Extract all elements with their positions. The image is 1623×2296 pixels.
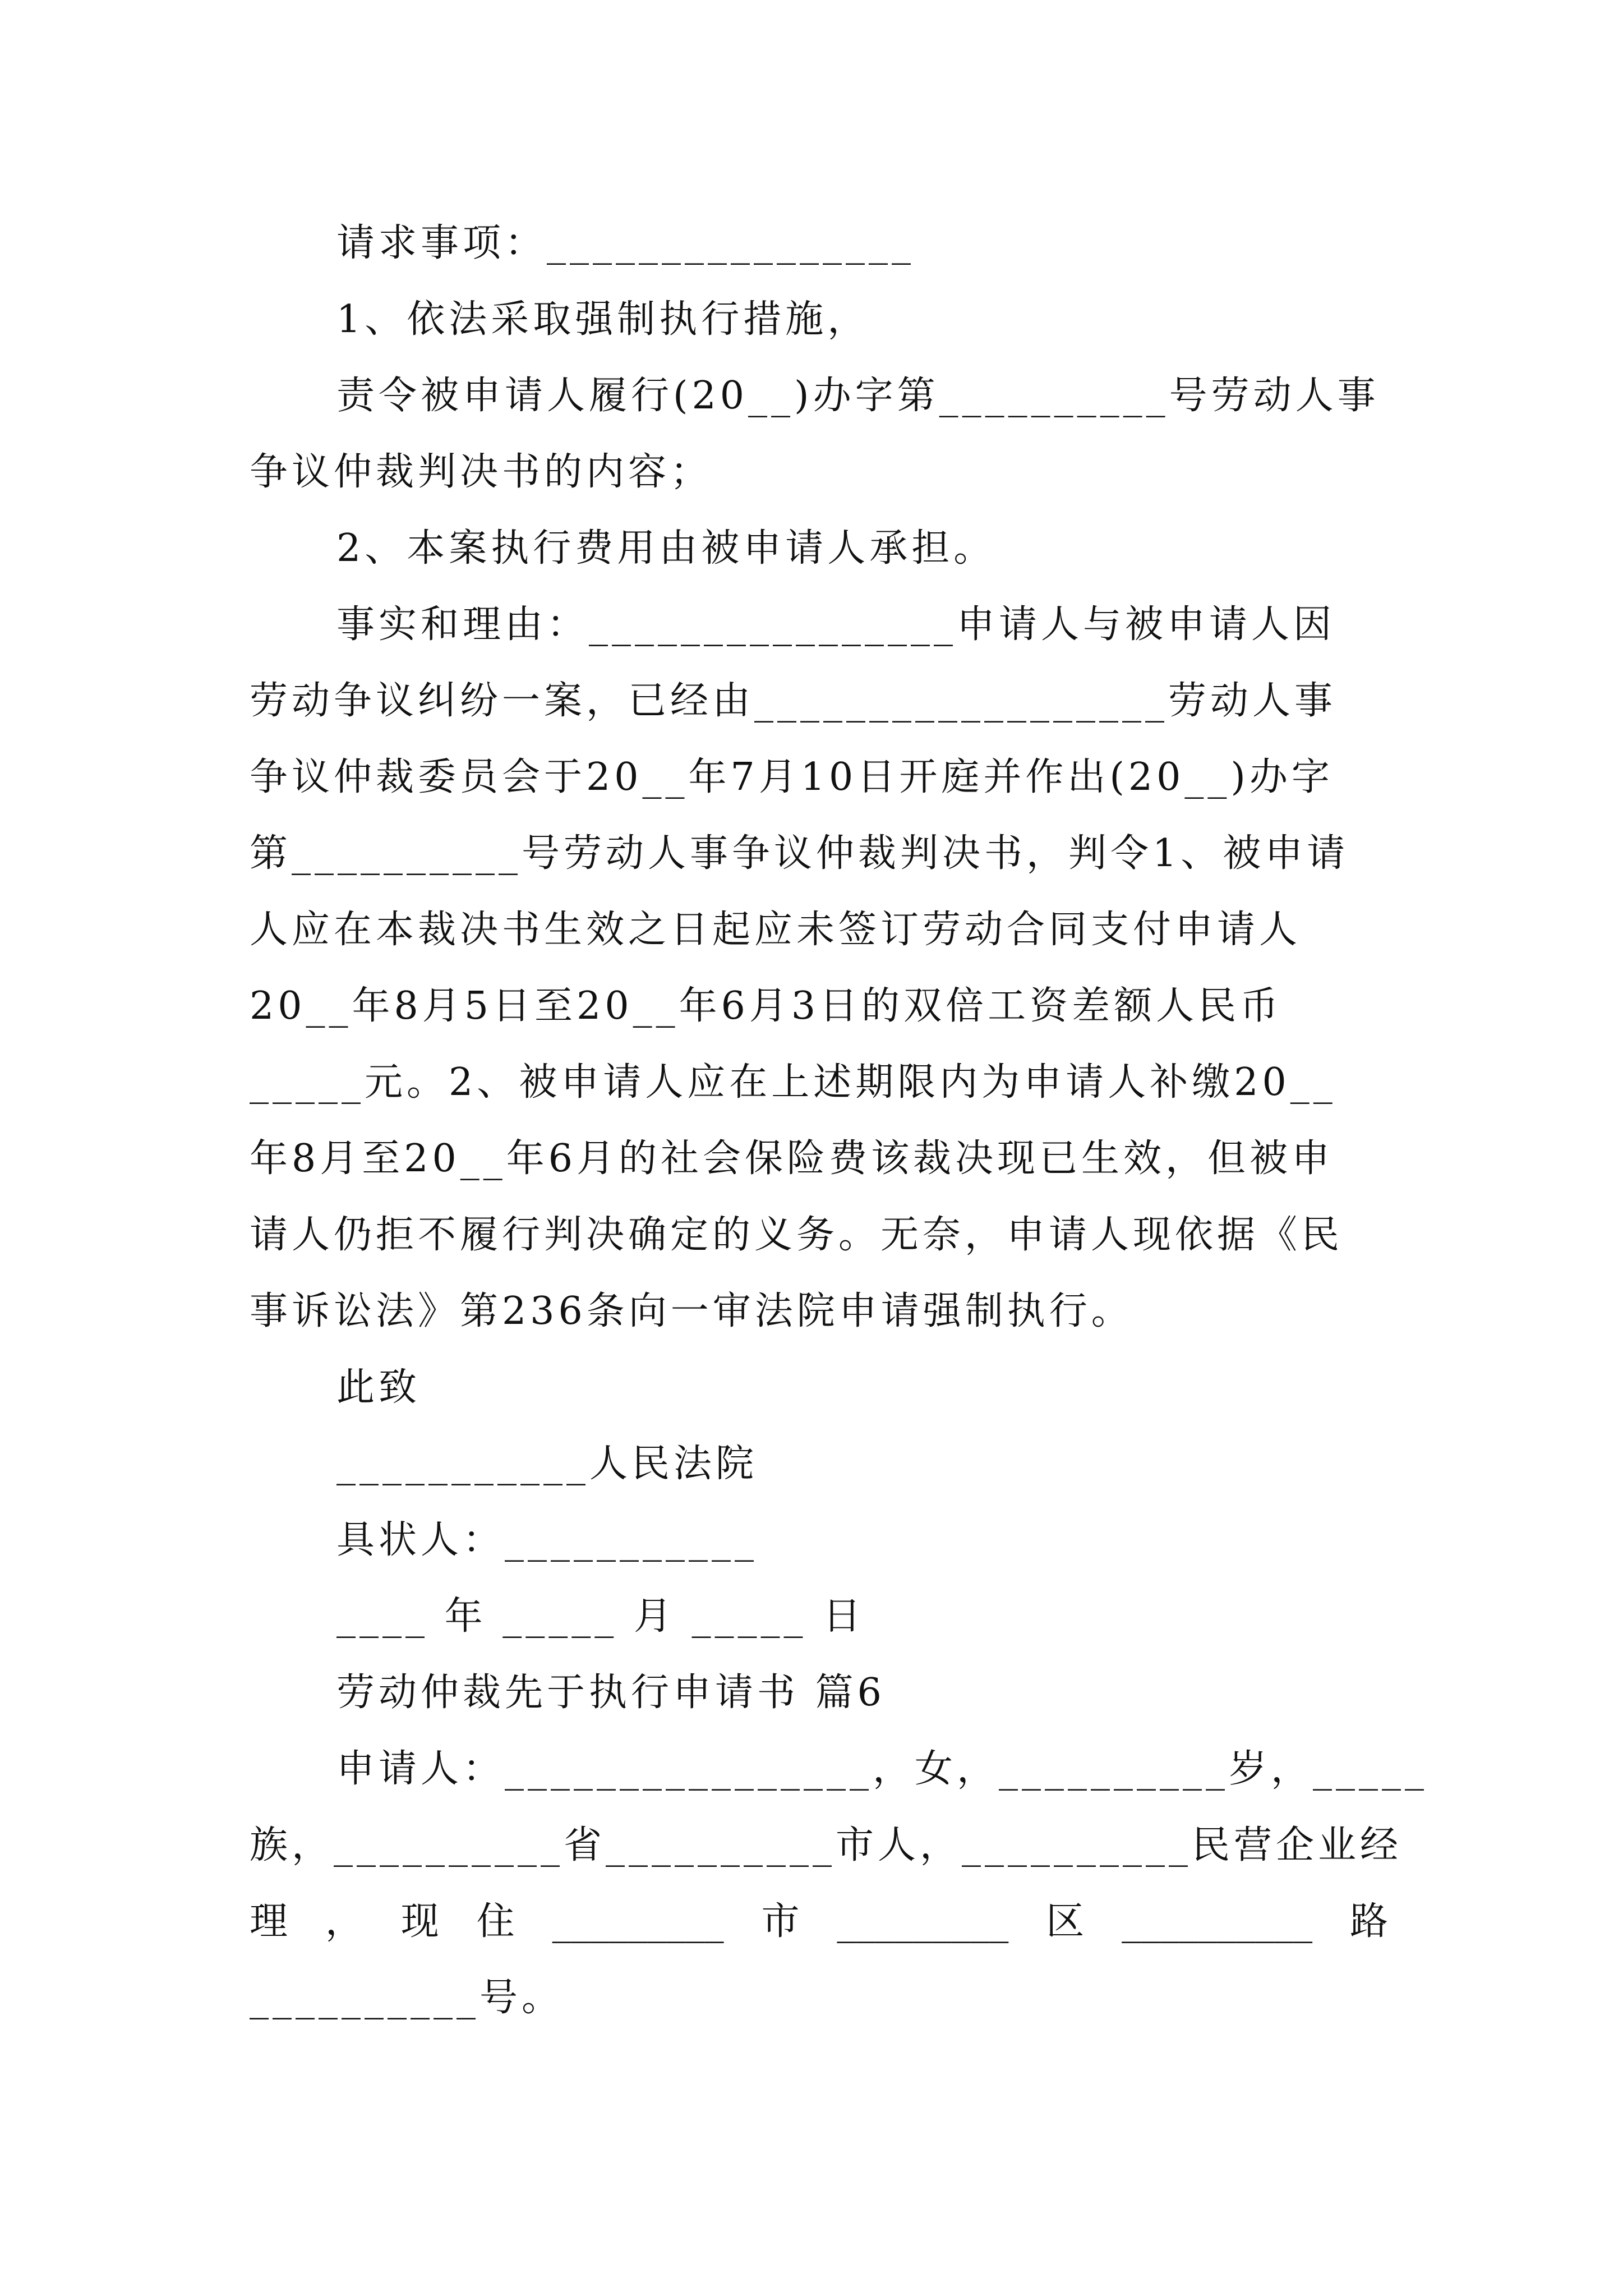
request-item-2: 2、本案执行费用由被申请人承担。	[336, 526, 996, 570]
body-line: 争议仲裁委员会于20__年7月10日开庭并作出(20__)办字	[250, 755, 1334, 799]
body-line: 第__________号劳动人事争议仲裁判决书，判令1、被申请	[250, 831, 1349, 876]
date-line: ____ 年 _____ 月 _____ 日	[336, 1594, 865, 1639]
petitioner-signature-line: 具状人：___________	[336, 1518, 758, 1562]
court-name-line: ___________人民法院	[336, 1442, 758, 1486]
address-word: 住	[476, 1899, 515, 1944]
address-word: 区	[1046, 1899, 1085, 1944]
body-line: 年8月至20__年6月的社会保险费该裁决现已生效，但被申	[250, 1137, 1334, 1181]
request-item-1-detail: 责令被申请人履行(20__)办字第__________号劳动人事	[336, 374, 1380, 418]
body-line: 事诉讼法》第236条向一审法院申请强制执行。	[250, 1289, 1133, 1333]
body-line: _____元。2、被申请人应在上述期限内为申请人补缴20__	[250, 1060, 1336, 1105]
address-word: 市	[761, 1899, 800, 1944]
address-word: ，	[325, 1899, 363, 1944]
body-line: 族，__________省__________市人，__________民营企业经	[250, 1823, 1403, 1867]
address-blank: __________	[1122, 1899, 1313, 1944]
address-suffix: 号。	[479, 1976, 564, 2020]
section-heading: 劳动仲裁先于执行申请书 篇6	[336, 1671, 886, 1715]
request-item-1: 1、依法采取强制执行措施，	[336, 297, 870, 342]
request-items-line: 请求事项：________________	[336, 221, 915, 265]
applicant-info-line: 申请人：________________，女，__________岁，_____	[336, 1747, 1428, 1791]
body-line: 人应在本裁决书生效之日起应未签订劳动合同支付申请人	[250, 908, 1302, 952]
address-blank: _________	[837, 1899, 1009, 1944]
facts-and-reasons-line: 事实和理由：________________申请人与被申请人因	[336, 602, 1336, 647]
address-line-end	[250, 1959, 1388, 2037]
address-blank: _________	[552, 1899, 724, 1944]
body-line: 劳动争议纠纷一案，已经由__________________劳动人事	[250, 679, 1337, 723]
address-word: 路	[1349, 1899, 1388, 1944]
address-word: 理	[250, 1899, 288, 1944]
body-line: 20__年8月5日至20__年6月3日的双倍工资差额人民币	[250, 984, 1283, 1028]
address-word: 现	[400, 1899, 439, 1944]
body-line: 争议仲裁判决书的内容；	[250, 450, 713, 494]
body-line: 请人仍拒不履行判决确定的义务。无奈，申请人现依据《民	[250, 1213, 1344, 1257]
address-line	[250, 1883, 1388, 1961]
salutation: 此致	[336, 1365, 421, 1410]
address-blank: __________	[250, 1976, 479, 2020]
